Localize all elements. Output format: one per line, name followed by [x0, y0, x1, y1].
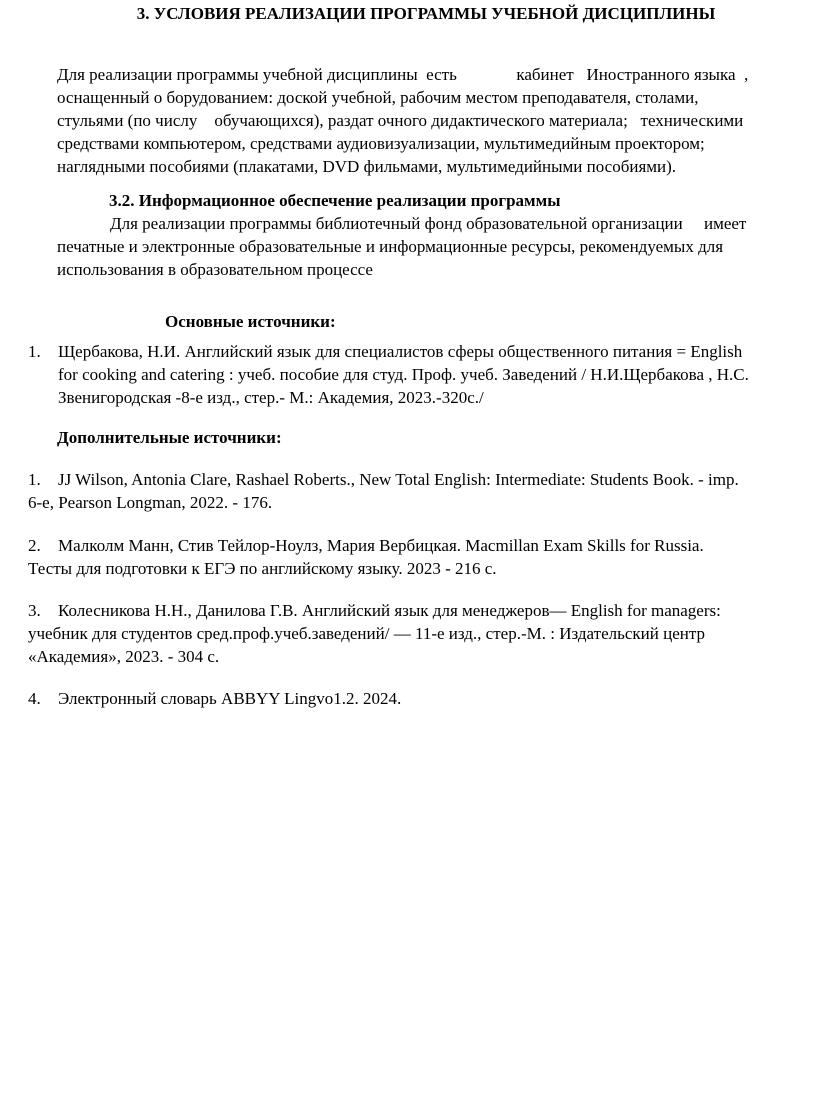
additional-source-number: 3. [28, 601, 41, 620]
intro-line: стульями (по числу обучающихся), раздат очного дидактического материала; техническими [57, 111, 744, 130]
subsection-paragraph [57, 212, 816, 281]
intro-line: оснащенный о борудованием: доской учебной, рабочим местом преподавателя, столами, [57, 88, 699, 107]
additional-source-line: Тесты для подготовки к ЕГЭ по английскому языку. 2023 - 216 с. [28, 559, 497, 578]
section-title: 3. УСЛОВИЯ РЕАЛИЗАЦИИ ПРОГРАММЫ УЧЕБНОЙ ДИСЦИПЛИНЫ [136, 4, 716, 23]
main-source-line: Щербакова, Н.И. Английский язык для специалистов сферы общественного питания = English [58, 342, 743, 361]
additional-source-line: Электронный словарь ABBYY Lingvo1.2. 2024. [58, 689, 402, 708]
main-source-number: 1. [28, 342, 41, 361]
subsection-line: использования в образовательном процессе [57, 260, 373, 279]
additional-source-line: Малколм Манн, Стив Тейлор-Ноулз, Мария Вербицкая. Macmillan Exam Skills for Russia. [58, 536, 704, 555]
subsection-title: 3.2. Информационное обеспечение реализации программы [109, 191, 561, 210]
subsection-line: Для реализации программы библиотечный фонд образовательной организации имеет [110, 214, 747, 233]
additional-source-item [28, 599, 798, 668]
additional-source-number: 1. [28, 470, 41, 489]
additional-source-item [28, 687, 798, 710]
additional-source-number: 2. [28, 536, 41, 555]
main-source-item [28, 340, 816, 409]
intro-paragraph [57, 63, 816, 178]
main-source-line: for cooking and catering : учеб. пособие для студ. Проф. учеб. Заведений / Н.И.Щербакова , Н.С. [58, 365, 749, 384]
additional-source-line: учебник для студентов сред.проф.учеб.заведений/ — 11-е изд., стер.-М. : Издательский центр [28, 624, 705, 643]
subsection-line: печатные и электронные образовательные и информационные ресурсы, рекомендуемых для [57, 237, 724, 256]
additional-source-line: «Академия», 2023. - 304 с. [28, 647, 220, 666]
main-sources-title: Основные источники: [165, 312, 336, 331]
additional-source-number: 4. [28, 689, 41, 708]
additional-source-item [28, 534, 798, 580]
intro-line: Для реализации программы учебной дисциплины есть кабинет Иностранного языка , [57, 65, 749, 84]
additional-source-line: JJ Wilson, Antonia Clare, Rashael Roberts., New Total English: Intermediate: Students Book. - imp. [58, 470, 739, 489]
additional-source-line: Колесникова Н.Н., Данилова Г.В. Английский язык для менеджеров— English for managers: [58, 601, 721, 620]
additional-sources-title: Дополнительные источники: [57, 428, 282, 447]
intro-line: наглядными пособиями (плакатами, DVD фильмами, мультимедийными пособиями). [57, 157, 677, 176]
main-source-line: Звенигородская -8-е изд., стер.- М.: Академия, 2023.-320с./ [58, 388, 484, 407]
intro-line: средствами компьютером, средствами аудиовизуализации, мультимедийным проектором; [57, 134, 705, 153]
additional-source-line: 6-e, Pearson Longman, 2022. - 176. [28, 493, 273, 512]
additional-source-item [28, 468, 798, 514]
